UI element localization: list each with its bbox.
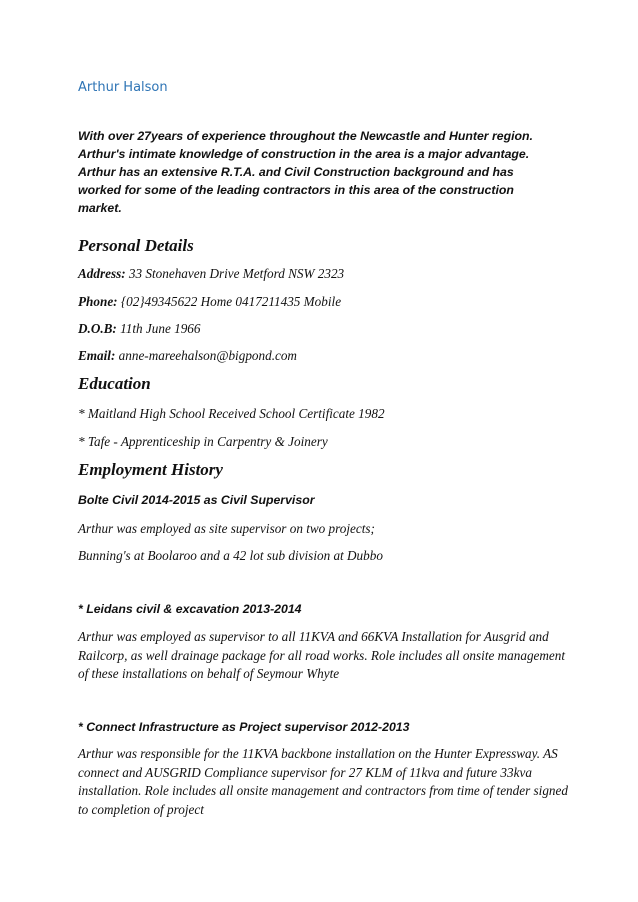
education-item: * Maitland High School Received School Certificate 1982 xyxy=(78,406,385,421)
job-title: Bolte Civil 2014-2015 as Civil Supervisor xyxy=(78,493,315,507)
dob-label: D.O.B: xyxy=(78,321,117,336)
heading-employment-history: Employment History xyxy=(78,460,223,479)
dob-line xyxy=(78,321,200,337)
dob-value: 11th June 1966 xyxy=(120,321,201,336)
job-description: Bunning's at Boolaroo and a 42 lot sub division at Dubbo xyxy=(78,548,383,563)
address-line xyxy=(78,266,344,282)
heading-personal-details: Personal Details xyxy=(78,236,194,255)
education-item: * Tafe - Apprenticeship in Carpentry & Joinery xyxy=(78,434,328,449)
job-description: Arthur was employed as supervisor to all 11KVA and 66KVA Installation for Ausgrid and Railcorp, as well drainage package for all road works. Role includes all onsite management of these installations on behalf of Seymour Whyte xyxy=(78,629,566,681)
phone-line xyxy=(78,294,341,310)
email-line xyxy=(78,348,297,364)
phone-label: Phone: xyxy=(78,294,118,309)
heading-education: Education xyxy=(78,374,151,393)
email-value: anne-mareehalson@bigpond.com xyxy=(118,348,297,363)
address-value: 33 Stonehaven Drive Metford NSW 2323 xyxy=(128,266,345,281)
email-label: Email: xyxy=(78,348,116,363)
job-description: Arthur was employed as site supervisor on two projects; xyxy=(78,521,375,536)
job-description: Arthur was responsible for the 11KVA backbone installation on the Hunter Expressway. AS connect and AUSGRID Compliance supervisor for 27 KLM of 11kva and future 33kva installation. Role includes all onsite management and contractors from time of tender signed to completion of project xyxy=(78,746,568,817)
job-title: * Connect Infrastructure as Project supervisor 2012-2013 xyxy=(78,720,410,734)
summary-paragraph: With over 27years of experience throughout the Newcastle and Hunter region. Arthur's intimate knowledge of construction in the area is a major advantage. Arthur has an extensive R.T.A. and Civil Construction background and has worked for some of the leading contractors in this area of the construction market. xyxy=(78,129,533,215)
address-label: Address: xyxy=(78,266,126,281)
phone-value: {02}49345622 Home 0417211435 Mobile xyxy=(120,294,342,309)
candidate-name: Arthur Halson xyxy=(78,80,168,95)
job-title: * Leidans civil & excavation 2013-2014 xyxy=(78,602,302,616)
